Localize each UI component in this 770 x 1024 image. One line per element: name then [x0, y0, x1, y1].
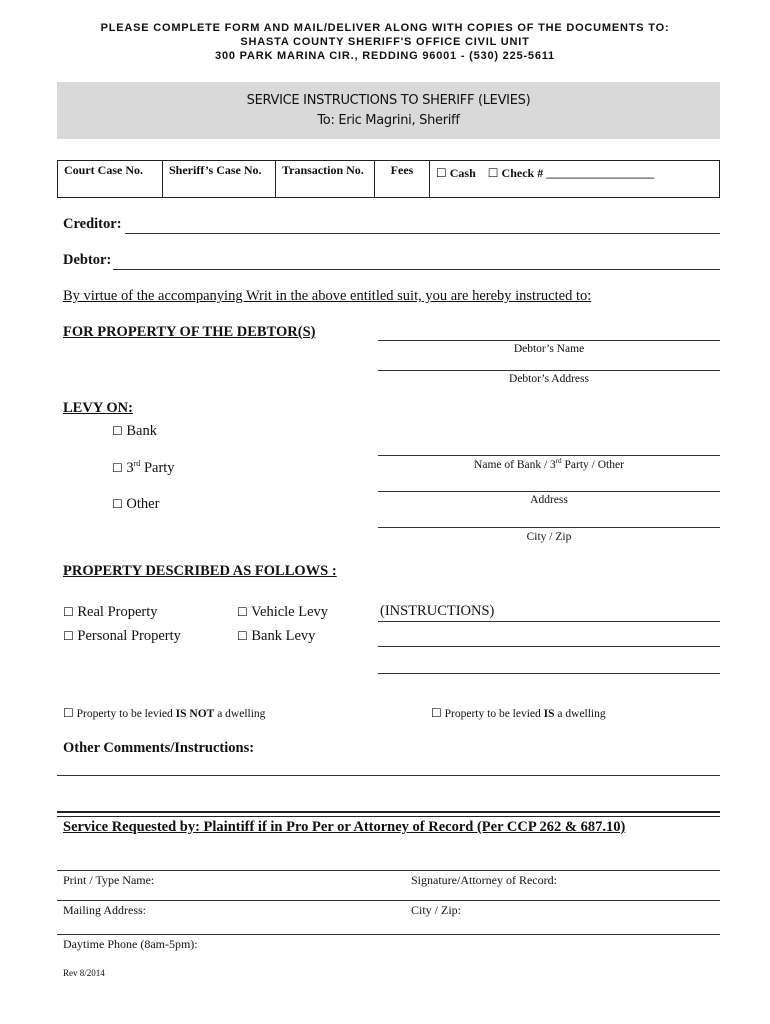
third-party-checkbox[interactable]: ☐	[112, 460, 123, 475]
not-dwelling-checkbox[interactable]: ☐	[63, 706, 74, 720]
header-line-2: SHASTA COUNTY SHERIFF'S OFFICE CIVIL UNIT	[240, 36, 530, 48]
not-dwelling-option[interactable]: ☐ Property to be levied IS NOT a dwelling	[63, 706, 266, 720]
debtor-name-field[interactable]	[378, 340, 720, 341]
vehicle-levy-option[interactable]	[237, 604, 328, 621]
transaction-label: Transaction No.	[282, 163, 364, 177]
mailing-address-label: Mailing Address:	[63, 903, 146, 917]
sheriff-case-cell[interactable]	[163, 161, 276, 198]
sheriff-case-label: Sheriff’s Case No.	[169, 163, 262, 177]
bank-name-caption: Name of Bank / 3rd Party / Other	[474, 457, 624, 471]
bank-levy-label: Bank Levy	[251, 628, 316, 644]
creditor-label: Creditor:	[63, 216, 122, 232]
real-property-option[interactable]	[63, 604, 158, 621]
bank-checkbox[interactable]: ☐	[112, 424, 123, 438]
mailing-line	[57, 900, 720, 901]
payment-cell	[430, 161, 720, 198]
third-party-num: 3	[126, 459, 134, 476]
levy-city-field[interactable]	[378, 527, 720, 528]
bank-name-field[interactable]	[378, 455, 720, 456]
real-property-checkbox[interactable]: ☐	[63, 605, 74, 619]
form-subtitle: To: Eric Magrini, Sheriff	[317, 113, 460, 128]
print-name-line	[57, 870, 720, 871]
personal-property-option[interactable]	[63, 628, 181, 645]
third-party-sup: rd	[133, 459, 141, 468]
city-zip-label: City / Zip:	[411, 903, 462, 917]
header-line-3: 300 PARK MARINA CIR., REDDING 96001 - (530) 225-5611	[215, 50, 555, 62]
court-case-label: Court Case No.	[64, 163, 143, 177]
real-property-label: Real Property	[77, 604, 158, 620]
debtor-name-caption: Debtor’s Name	[513, 343, 585, 355]
bank-levy-option[interactable]	[237, 628, 315, 645]
levy-address-caption: Address	[530, 494, 568, 506]
other-checkbox[interactable]: ☐	[112, 497, 123, 511]
bank-levy-checkbox[interactable]: ☐	[237, 629, 248, 643]
levy-address-field[interactable]	[378, 491, 720, 492]
other-label: Other	[126, 496, 160, 512]
property-described-heading: PROPERTY DESCRIBED AS FOLLOWS :	[63, 563, 337, 579]
court-case-cell[interactable]	[58, 161, 163, 198]
debtor-field[interactable]	[113, 269, 720, 270]
other-comments-label: Other Comments/Instructions:	[63, 740, 255, 756]
levy-other-option[interactable]	[112, 496, 159, 513]
debtor-label: Debtor:	[63, 252, 112, 268]
cash-label: Cash	[449, 166, 476, 180]
transaction-cell[interactable]	[276, 161, 375, 198]
form-title: SERVICE INSTRUCTIONS TO SHERIFF (LEVIES)	[246, 93, 531, 108]
levy-third-party-option[interactable]	[112, 459, 175, 477]
property-debtor-heading: FOR PROPERTY OF THE DEBTOR(S)	[63, 324, 316, 340]
creditor-field[interactable]	[125, 233, 720, 234]
section-divider	[57, 811, 720, 817]
levy-bank-option[interactable]	[112, 423, 157, 440]
levy-on-heading: LEVY ON:	[63, 400, 133, 416]
instructions-line-2[interactable]	[378, 646, 720, 647]
personal-property-checkbox[interactable]: ☐	[63, 629, 74, 643]
debtor-address-field[interactable]	[378, 370, 720, 371]
fees-cell[interactable]	[375, 161, 430, 198]
phone-line	[57, 934, 720, 935]
signature-label: Signature/Attorney of Record:	[411, 873, 557, 887]
is-dwelling-checkbox[interactable]: ☐	[431, 706, 442, 720]
third-party-word: Party	[143, 459, 175, 476]
print-name-label: Print / Type Name:	[63, 873, 155, 887]
vehicle-levy-checkbox[interactable]: ☐	[237, 605, 248, 619]
fees-label: Fees	[390, 163, 414, 177]
instruction-text: By virtue of the accompanying Writ in the above entitled suit, you are hereby instructed to:	[63, 288, 592, 304]
personal-property-label: Personal Property	[77, 628, 181, 644]
debtor-address-caption: Debtor’s Address	[509, 373, 589, 385]
instructions-label: (INSTRUCTIONS)	[380, 603, 495, 619]
daytime-phone-label: Daytime Phone (8am-5pm):	[63, 937, 198, 951]
instructions-line-3[interactable]	[378, 673, 720, 674]
vehicle-levy-label: Vehicle Levy	[251, 604, 329, 620]
revision-label: Rev 8/2014	[63, 968, 105, 978]
header-line-1: PLEASE COMPLETE FORM AND MAIL/DELIVER ALONG WITH COPIES OF THE DOCUMENTS TO:	[100, 22, 670, 34]
title-banner	[57, 82, 720, 139]
is-dwelling-option[interactable]: ☐ Property to be levied IS a dwelling	[431, 706, 606, 720]
check-label: Check # __________________	[501, 166, 655, 180]
case-info-table	[57, 160, 720, 198]
comments-field[interactable]	[57, 775, 720, 776]
service-requested-heading: Service Requested by: Plaintiff if in Pro Per or Attorney of Record (Per CCP 262 & 687.10)	[63, 819, 626, 835]
bank-label: Bank	[126, 423, 157, 439]
levy-city-caption: City / Zip	[526, 531, 572, 543]
cash-checkbox[interactable]: ☐	[436, 166, 447, 180]
instructions-line-1[interactable]	[378, 621, 720, 622]
check-checkbox[interactable]: ☐	[487, 166, 499, 180]
